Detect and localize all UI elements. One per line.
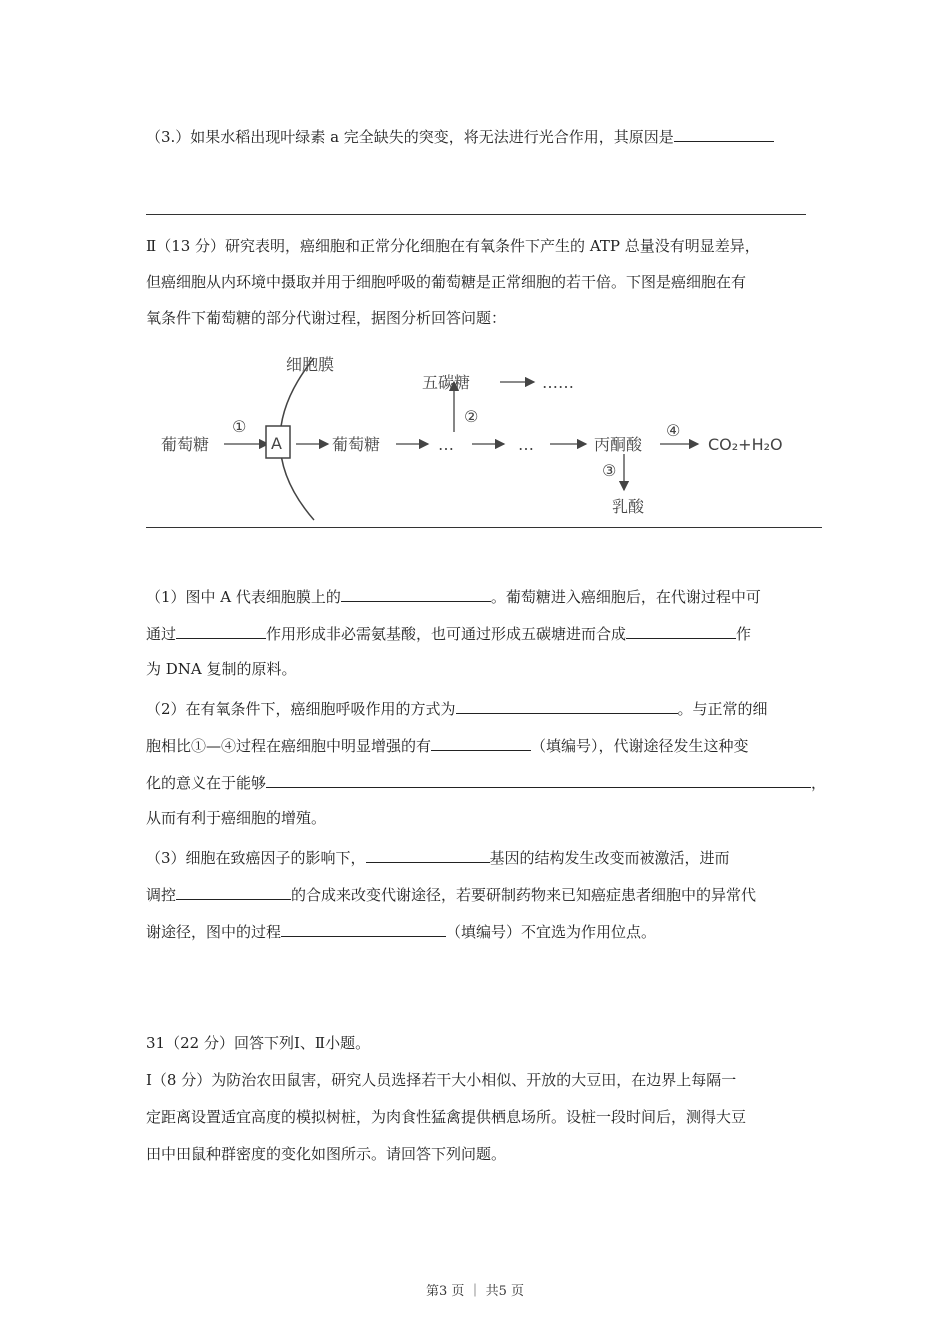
question-3-line-2: 调控 的合成来改变代谢途径，若要研制药物来已知癌症患者细胞中的异常代: [146, 883, 756, 905]
answer-blank[interactable]: [366, 846, 490, 863]
question-2-line-3: 化的意义在于能够 ，: [146, 771, 826, 793]
step-3-label: ③: [602, 461, 617, 480]
answer-blank[interactable]: [341, 585, 491, 602]
pyruvate-label: 丙酮酸: [594, 435, 643, 454]
glucose-outside-label: 葡萄糖: [161, 435, 210, 454]
lactate-label: 乳酸: [612, 497, 645, 516]
question-31-line-2: 定距离设置适宜高度的模拟树桩，为肉食性猛禽提供栖息场所。设桩一段时间后，测得大豆: [146, 1108, 747, 1126]
transporter-a-label: A: [271, 434, 282, 453]
question-3-partial: [146, 125, 774, 147]
dots-1: …: [438, 435, 454, 454]
answer-blank[interactable]: [431, 734, 531, 751]
part2-intro-line-2: 但癌细胞从内环境中摄取并用于细胞呼吸的葡萄糖是正常细胞的若干倍。下图是癌细胞在有: [146, 273, 747, 291]
answer-blank[interactable]: [626, 622, 736, 639]
question-1-line-3: 为 DNA 复制的原料。: [146, 660, 297, 678]
answer-line: [146, 214, 806, 215]
question-31-line-3: 田中田鼠种群密度的变化如图所示。请回答下列问题。: [146, 1145, 507, 1163]
question-2-line-2: 胞相比①—④过程在癌细胞中明显增强的有 （填编号），代谢途径发生这种变: [146, 734, 749, 756]
answer-blank[interactable]: [456, 697, 678, 714]
question-text: （3.）如果水稻出现叶绿素 a 完全缺失的突变，将无法进行光合作用，其原因是: [146, 128, 674, 146]
answer-blank[interactable]: [266, 771, 811, 788]
dots-2: …: [518, 435, 534, 454]
question-2-line-4: 从而有利于癌细胞的增殖。: [146, 809, 327, 827]
answer-blank[interactable]: [176, 622, 266, 639]
question-31-line-1: Ⅰ（8 分）为防治农田鼠害，研究人员选择若干大小相似、开放的大豆田，在边界上每隔一: [146, 1071, 737, 1089]
question-2-line-1: （2）在有氧条件下，癌细胞呼吸作用的方式为 。与正常的细: [146, 697, 768, 719]
diagram-bottom-rule: [146, 527, 822, 528]
part2-intro-line-1: Ⅱ（13 分）研究表明，癌细胞和正常分化细胞在有氧条件下产生的 ATP 总量没有明显差异，: [146, 237, 760, 255]
co2-h2o-label: CO₂+H₂O: [708, 435, 783, 454]
step-2-label: ②: [464, 407, 479, 426]
answer-blank[interactable]: [674, 125, 774, 142]
question-1-line-1: （1）图中 A 代表细胞膜上的 。葡萄糖进入癌细胞后，在代谢过程中可: [146, 585, 761, 607]
question-31-header: 31（22 分）回答下列Ⅰ、Ⅱ小题。: [146, 1034, 371, 1052]
glucose-inside-label: 葡萄糖: [332, 435, 381, 454]
page-footer: 第3 页 ｜ 共5 页: [425, 1284, 525, 1299]
answer-blank[interactable]: [281, 920, 446, 937]
step-1-label: ①: [232, 417, 247, 436]
question-1-line-2: 通过 作用形成非必需氨基酸，也可通过形成五碳塘进而合成 作: [146, 622, 751, 644]
step-4-label: ④: [666, 421, 681, 440]
answer-blank[interactable]: [176, 883, 291, 900]
membrane-label: 细胞膜: [286, 355, 335, 374]
metabolism-diagram: [146, 340, 826, 526]
part2-intro-line-3: 氧条件下葡萄糖的部分代谢过程，据图分析回答问题：: [146, 309, 507, 327]
pentose-label: 五碳糖: [422, 373, 471, 392]
question-3-line-3: 谢途径，图中的过程 （填编号）不宜选为作用位点。: [146, 920, 656, 942]
question-3-line-1: （3）细胞在致癌因子的影响下， 基因的结构发生改变而被激活，进而: [146, 846, 730, 868]
dots-pentose: ……: [542, 373, 574, 392]
